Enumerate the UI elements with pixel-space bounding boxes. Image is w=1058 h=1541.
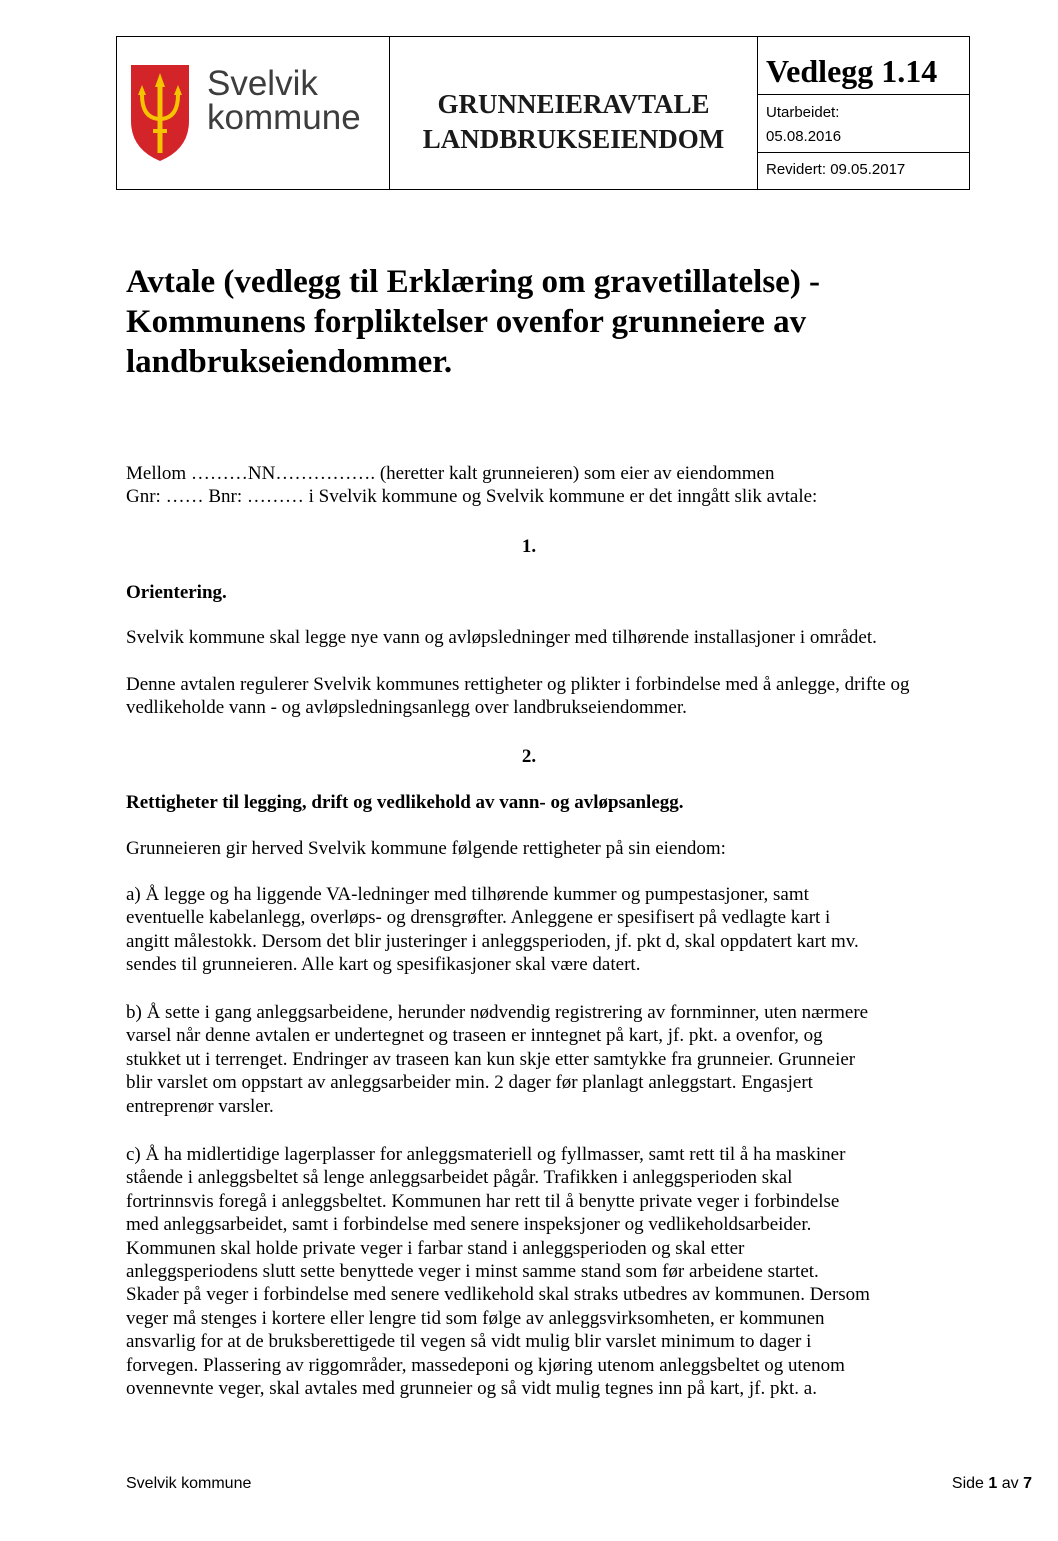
section-1-heading: Orientering. <box>126 582 227 603</box>
section-2-intro: Grunneieren gir herved Svelvik kommune følgende rettigheter på sin eiendom: <box>126 838 726 859</box>
section-1-paragraph-1: Svelvik kommune skal legge nye vann og avløpsledninger med tilhørende installasjoner i området. <box>126 627 877 648</box>
intro-paragraph: Mellom ………NN……………. (heretter kalt grunneieren) som eier av eiendommen Gnr: …… Bnr: ……… i Svelvik kommune og Svelvik kommune er det inngått slik avtale: <box>126 463 818 508</box>
meta-cell <box>758 37 970 189</box>
section-2-number: 2. <box>521 746 537 767</box>
document-title: GRUNNEIERAVTALE LANDBRUKSEIENDOM <box>422 89 725 154</box>
logo-cell <box>117 37 390 189</box>
item-c-paragraph: c) Å ha midlertidige lagerplasser for anleggsmateriell og fyllmasser, samt rett til å ha maskiner stående i anleggsbeltet så lenge anleggsarbeidet pågår. Trafikken i anleggsperioden skal fortrinnsvis foregå i anleggsbeltet. Kommunen har rett til å benytte private veger i forbindelse med anleggsarbeidet, samt i forbindelse med senere inspeksjoner og vedlikeholdsarbeider. Kommunen skal holde private veger i farbar stand i anleggsperioden og skal etter anleggsperiodens slutt sette benyttede veger i minst samme stand som før arbeidene startet. Skader på veger i forbindelse med senere vedlikehold skal straks utbedres av kommunen. Dersom veger må stenges i kortere eller lengre tid som følge av anleggsvirksomheten, er kommunen ansvarlig for at de bruksberettigede til vegen så vidt mulig blir varslet minimum to dager i forvegen. Plassering av riggområder, massedeponi og kjøring utenom anleggsbeltet og utenom ovennevnte veger, skal avtales med grunneier og så vidt mulig tegnes inn på kart, jf. pkt. a. <box>126 1144 870 1400</box>
footer-organization: Svelvik kommune <box>126 1475 252 1492</box>
utarbeidet-field: Utarbeidet: 05.08.2016 <box>758 95 970 153</box>
section-1-paragraph-2: Denne avtalen regulerer Svelvik kommunes rettigheter og plikter i forbindelse med å anlegge, drifte og vedlikeholde vann - og avløpsledningsanlegg over landbrukseiendommer. <box>126 674 910 719</box>
section-1-number: 1. <box>521 536 537 557</box>
footer-page-number: Side 1 av 7 <box>951 1475 1032 1492</box>
vedlegg-number: Vedlegg 1.14 <box>758 37 970 95</box>
logo-text: Svelvik kommune <box>207 64 361 137</box>
item-b-paragraph: b) Å sette i gang anleggsarbeidene, herunder nødvendig registrering av fornminner, uten nærmere varsel når denne avtalen er undertegnet og traseen er inntegnet på kart, jf. pkt. a ovenfor, og stukket ut i terrenget. Endringer av traseen kan kun skje etter samtykke fra grunneier. Grunneier blir varslet om oppstart av anleggsarbeider min. 2 dager før planlagt anleggstart. Engasjert entreprenør varsler. <box>126 1002 869 1117</box>
section-2-heading: Rettigheter til legging, drift og vedlikehold av vann- og avløpsanlegg. <box>126 792 684 813</box>
page-title: Avtale (vedlegg til Erklæring om gravetillatelse) - Kommunens forpliktelser ovenfor grunneiere av landbrukseiendommer. <box>126 264 821 380</box>
title-cell <box>390 37 758 189</box>
header-table <box>116 36 970 190</box>
revidert-field: Revidert: 09.05.2017 <box>766 161 906 178</box>
item-a-paragraph: a) Å legge og ha liggende VA-ledninger med tilhørende kummer og pumpestasjoner, samt eventuelle kabelanlegg, overløps- og drensgrøfter. Anleggene er spesifisert på vedlagte kart i angitt målestokk. Dersom det blir justeringer i anleggsperioden, jf. pkt d, skal oppdatert kart mv. sendes til grunneieren. Alle kart og spesifikasjoner skal være datert. <box>126 884 859 976</box>
coat-of-arms-icon <box>129 63 191 163</box>
